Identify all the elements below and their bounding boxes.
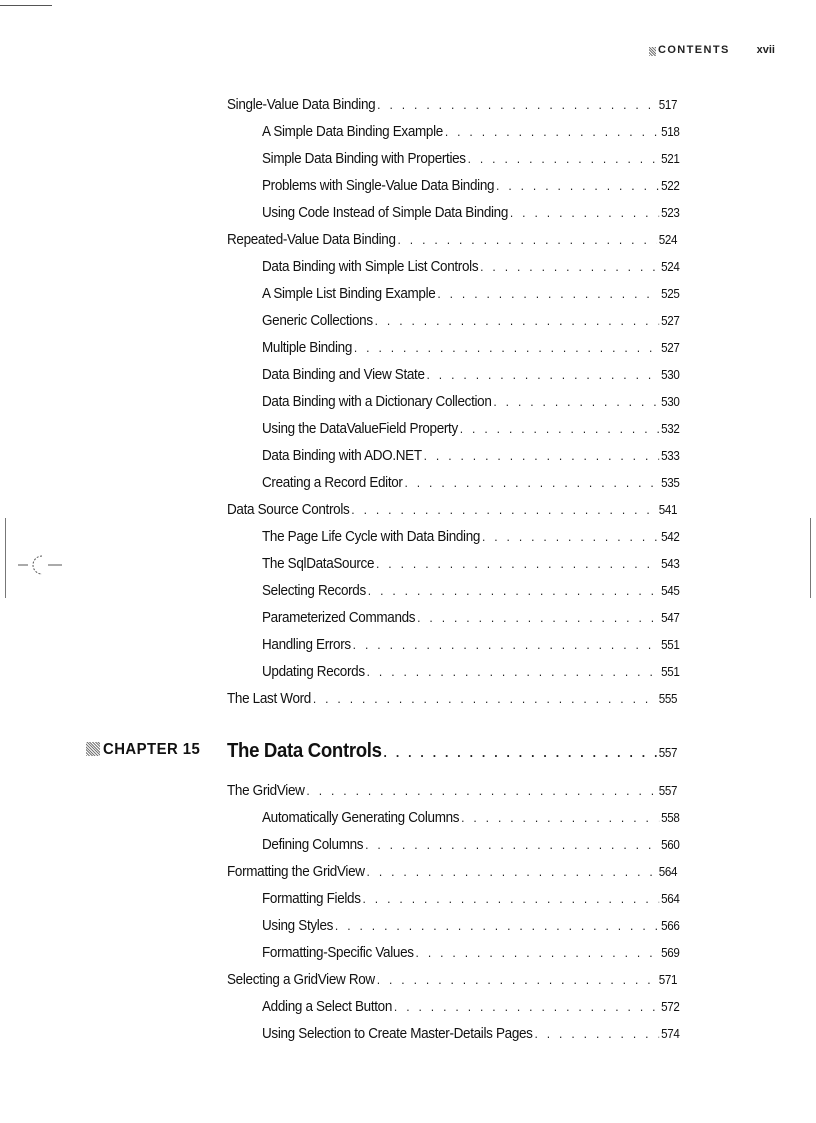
toc-entry-title: Updating Records xyxy=(262,664,365,680)
leader-dots xyxy=(424,448,660,463)
toc-entry-page: 535 xyxy=(661,476,680,490)
leader-dots xyxy=(384,745,657,760)
leader-dots xyxy=(367,664,660,679)
toc-entry-page: 530 xyxy=(661,395,680,409)
leader-dots xyxy=(417,610,659,625)
leader-dots xyxy=(510,205,659,220)
toc-subentry xyxy=(262,205,680,225)
leader-dots xyxy=(480,259,659,274)
toc-entry-title: Creating a Record Editor xyxy=(262,475,403,491)
toc-entry-title: A Simple Data Binding Example xyxy=(262,124,443,140)
toc-subentry xyxy=(262,178,680,198)
toc-entry-page: 560 xyxy=(661,838,680,852)
toc-entry-page: 571 xyxy=(658,973,678,987)
leader-dots xyxy=(404,475,659,490)
margin-rule-right xyxy=(810,518,811,598)
toc-subentry xyxy=(262,637,680,657)
toc-entry-page: 569 xyxy=(661,946,680,960)
toc-subentry xyxy=(262,475,680,495)
toc-entry-page: 533 xyxy=(661,449,680,463)
toc-entry-title: Using Code Instead of Simple Data Binding xyxy=(262,205,509,221)
leader-dots xyxy=(335,918,659,933)
leader-dots xyxy=(376,556,659,571)
toc-entry-title: The SqlDataSource xyxy=(262,556,375,572)
toc-subentry xyxy=(262,151,680,171)
toc-entry xyxy=(227,97,677,117)
leader-dots xyxy=(437,286,659,301)
chapter-title: The Data Controls xyxy=(227,740,382,762)
toc-entry-page: 555 xyxy=(658,692,678,706)
toc-entry-title: Adding a Select Button xyxy=(262,999,393,1015)
toc-entry-page: 541 xyxy=(658,503,678,517)
toc-entry-title: Data Binding and View State xyxy=(262,367,425,383)
toc-entry-title: The GridView xyxy=(227,783,305,799)
toc-entry-page: 572 xyxy=(661,1000,680,1014)
toc-entry xyxy=(227,972,677,992)
leader-dots xyxy=(534,1026,659,1041)
toc-entry xyxy=(227,502,677,522)
toc-entry-title: The Page Life Cycle with Data Binding xyxy=(262,529,481,545)
toc-subentry xyxy=(262,610,680,630)
toc-entry-title: Formatting-Specific Values xyxy=(262,945,414,961)
leader-dots xyxy=(416,945,660,960)
leader-dots xyxy=(482,529,659,544)
toc-entry-title: Formatting the GridView xyxy=(227,864,365,880)
leader-dots xyxy=(351,502,657,517)
toc-entry-page: 532 xyxy=(661,422,680,436)
toc-entry-title: Handling Errors xyxy=(262,637,351,653)
section-marker-icon xyxy=(649,47,656,56)
toc-entry-page: 574 xyxy=(661,1027,680,1041)
toc-entry xyxy=(227,691,677,711)
toc-entry-title: Formatting Fields xyxy=(262,891,361,907)
toc-entry-title: Selecting a GridView Row xyxy=(227,972,375,988)
chapter-page: 557 xyxy=(658,746,678,760)
toc-entry-title: Automatically Generating Columns xyxy=(262,810,460,826)
toc-entry-page: 527 xyxy=(661,314,680,328)
toc-entry-title: Single-Value Data Binding xyxy=(227,97,376,113)
toc-entry-page: 547 xyxy=(661,611,680,625)
toc-entry-title: Multiple Binding xyxy=(262,340,352,356)
toc-subentry xyxy=(262,837,680,857)
toc-subentry xyxy=(262,448,680,468)
toc-entry-title: Data Binding with ADO.NET xyxy=(262,448,422,464)
leader-dots xyxy=(496,178,659,193)
running-head-page-number: xvii xyxy=(756,44,775,56)
toc-subentry xyxy=(262,664,680,684)
toc-subentry xyxy=(262,394,680,414)
leader-dots xyxy=(398,232,657,247)
toc-subentry xyxy=(262,1026,680,1046)
toc-subentry xyxy=(262,945,680,965)
toc-subentry xyxy=(262,583,680,603)
toc-subentry xyxy=(262,313,680,333)
toc-subentry xyxy=(262,421,680,441)
toc-entry-page: 518 xyxy=(661,125,680,139)
toc-entry xyxy=(227,783,677,803)
margin-rule-left xyxy=(5,518,6,598)
toc-subentry xyxy=(262,810,680,830)
toc-subentry xyxy=(262,529,680,549)
toc-subentry xyxy=(262,556,680,576)
leader-dots xyxy=(365,837,659,852)
toc-subentry xyxy=(262,259,680,279)
leader-dots xyxy=(427,367,660,382)
toc-entry-page: 522 xyxy=(661,179,680,193)
toc-entry-title: Data Source Controls xyxy=(227,502,350,518)
toc-entry-title: Generic Collections xyxy=(262,313,373,329)
toc-entry-title: Parameterized Commands xyxy=(262,610,416,626)
leader-dots xyxy=(394,999,659,1014)
leader-dots xyxy=(460,421,660,436)
toc-subentry xyxy=(262,367,680,387)
toc-entry-page: 524 xyxy=(661,260,680,274)
toc-entry-page: 527 xyxy=(661,341,680,355)
toc-entry-title: Using Styles xyxy=(262,918,334,934)
toc-entry-page: 564 xyxy=(658,865,678,879)
chapter-marker-icon xyxy=(86,742,100,756)
chapter-label: CHAPTER 15 xyxy=(103,741,201,758)
toc-entry-page: 543 xyxy=(661,557,680,571)
toc-entry-page: 524 xyxy=(658,233,678,247)
toc-entry-title: Problems with Single-Value Data Binding xyxy=(262,178,495,194)
toc-entry-page: 523 xyxy=(661,206,680,220)
leader-dots xyxy=(468,151,660,166)
leader-dots xyxy=(377,972,657,987)
toc-entry-title: Using the DataValueField Property xyxy=(262,421,458,437)
toc-entry-title: The Last Word xyxy=(227,691,311,707)
registration-mark-icon xyxy=(18,552,64,578)
toc-entry-page: 566 xyxy=(661,919,680,933)
toc-entry-title: Data Binding with a Dictionary Collection xyxy=(262,394,492,410)
running-head xyxy=(600,44,775,60)
toc-subentry xyxy=(262,891,680,911)
leader-dots xyxy=(354,340,659,355)
leader-dots xyxy=(375,313,660,328)
toc-entry-page: 545 xyxy=(661,584,680,598)
leader-dots xyxy=(377,97,657,112)
leader-dots xyxy=(353,637,660,652)
toc-entry-title: Using Selection to Create Master-Details Pages xyxy=(262,1026,533,1042)
chapter-title-row xyxy=(227,740,677,764)
toc-entry xyxy=(227,232,677,252)
crop-line-top xyxy=(0,5,52,6)
toc-entry-page: 542 xyxy=(661,530,680,544)
toc-entry-title: Selecting Records xyxy=(262,583,366,599)
toc-entry-page: 557 xyxy=(658,784,678,798)
toc-entry-title: Data Binding with Simple List Controls xyxy=(262,259,479,275)
toc-subentry xyxy=(262,999,680,1019)
toc-entry-page: 551 xyxy=(661,665,680,679)
leader-dots xyxy=(313,691,657,706)
toc-entry-title: Repeated-Value Data Binding xyxy=(227,232,396,248)
toc-entry-title: Simple Data Binding with Properties xyxy=(262,151,466,167)
toc-subentry xyxy=(262,286,680,306)
toc-entry-page: 530 xyxy=(661,368,680,382)
toc-entry-page: 564 xyxy=(661,892,680,906)
toc-entry-page: 517 xyxy=(658,98,678,112)
toc-subentry xyxy=(262,124,680,144)
toc-entry-page: 558 xyxy=(661,811,680,825)
leader-dots xyxy=(445,124,659,139)
leader-dots xyxy=(367,864,657,879)
toc-entry-page: 525 xyxy=(661,287,680,301)
running-head-section: CONTENTS xyxy=(658,44,730,56)
toc-entry-page: 521 xyxy=(661,152,680,166)
leader-dots xyxy=(461,810,659,825)
toc-entry-page: 551 xyxy=(661,638,680,652)
leader-dots xyxy=(368,583,660,598)
toc-entry xyxy=(227,864,677,884)
leader-dots xyxy=(493,394,659,409)
toc-subentry xyxy=(262,918,680,938)
toc-entry-title: A Simple List Binding Example xyxy=(262,286,436,302)
leader-dots xyxy=(306,783,656,798)
leader-dots xyxy=(362,891,659,906)
toc-entry-title: Defining Columns xyxy=(262,837,364,853)
toc-subentry xyxy=(262,340,680,360)
